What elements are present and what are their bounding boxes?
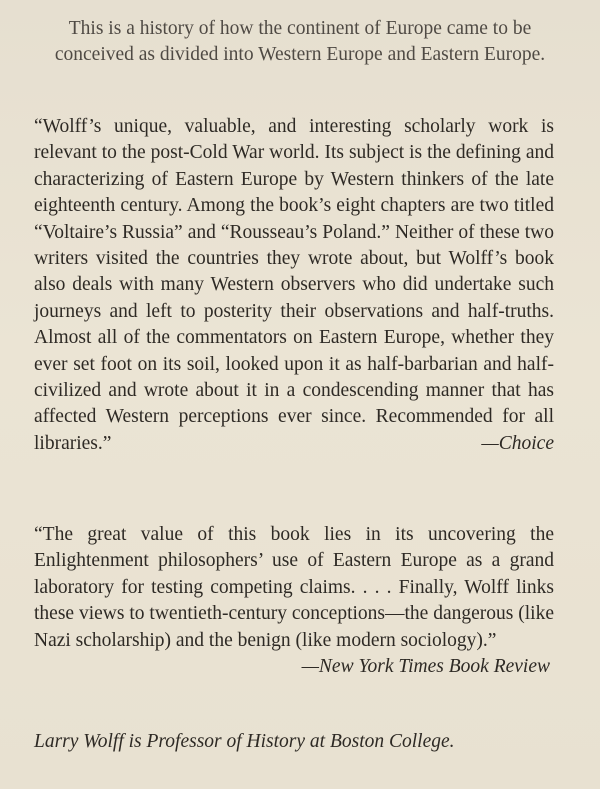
review-quote-nyt xyxy=(34,522,554,680)
author-bio: Larry Wolff is Professor of History at Boston College. xyxy=(34,731,455,752)
review-quote-choice xyxy=(34,114,554,457)
review-quote-text: “Wolff’s unique, valuable, and interesting scholarly work is relevant to the post-Cold War world. Its subject is the defining and characterizing of Eastern Europe by Western thinkers of the late eighteenth century. Among the book’s eight chapters are two titled “Voltaire’s Russia” and “Rousseau’s Poland.” Neither of these two writers visited the countries they wrote about, but Wolff’s book also deals with many Western observers who did undertake such journeys and left to posterity their observations and half-truths. Almost all of the commentators on Eastern Europe, whether they ever set foot on its soil, looked upon it as half-barbarian and half-civilized and wrote about it in a condescending manner that has affected Western perceptions ever since. Recommended for all libraries.” xyxy=(34,116,554,454)
intro-paragraph: This is a history of how the continent of Europe came to be conceived as divided into Western Europe and Eastern Europe. xyxy=(54,18,546,65)
review-attribution: —New York Times Book Review xyxy=(301,656,550,678)
review-attribution: —Choice xyxy=(481,432,554,454)
review-quote-text: “The great value of this book lies in its uncovering the Enlightenment philosophers’ use of Eastern Europe as a grand laboratory for testing competing claims. . . . Finally, Wolff links these views to twentieth-century conceptions—the dangerous (like Nazi scholarship) and the benign (like modern sociology).” xyxy=(34,524,554,651)
